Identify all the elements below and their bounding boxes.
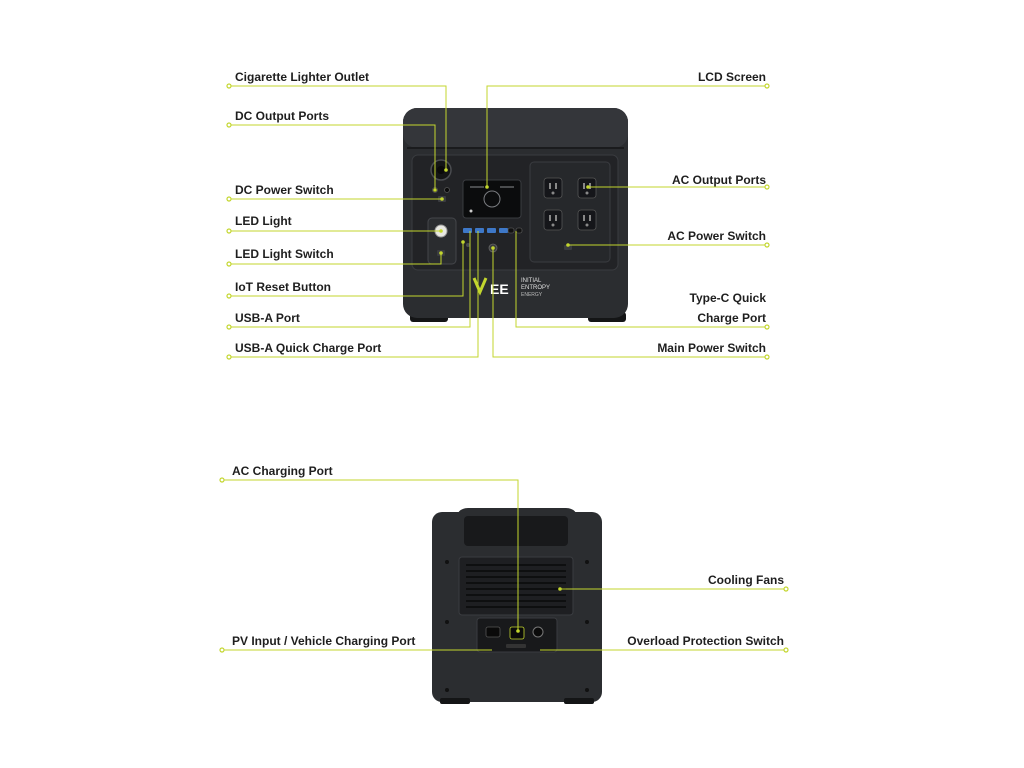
label-ac-charging-port: AC Charging Port bbox=[232, 464, 333, 478]
type-c-port bbox=[508, 228, 514, 233]
svg-text:INITIAL: INITIAL bbox=[521, 278, 542, 284]
label-main-power-switch: Main Power Switch bbox=[657, 341, 766, 355]
svg-text:ENTROPY: ENTROPY bbox=[521, 285, 551, 291]
front-top-lip bbox=[403, 108, 628, 148]
overload-protection-switch bbox=[533, 627, 543, 637]
label-dc-output-ports: DC Output Ports bbox=[235, 109, 329, 123]
usb-a-quick-charge-port bbox=[487, 228, 496, 233]
back-device bbox=[432, 512, 602, 704]
label-ac-power-switch: AC Power Switch bbox=[667, 229, 766, 243]
label-cooling-fans: Cooling Fans bbox=[708, 573, 784, 587]
label-iot-reset-button: IoT Reset Button bbox=[235, 280, 331, 294]
pv-input-port bbox=[486, 627, 500, 637]
type-c-port bbox=[516, 228, 522, 233]
label-usb-a-port: USB-A Port bbox=[235, 311, 300, 325]
label-dc-power-switch: DC Power Switch bbox=[235, 183, 334, 197]
svg-text:ENERGY: ENERGY bbox=[521, 292, 543, 298]
iot-reset-button bbox=[466, 243, 470, 247]
label-led-light: LED Light bbox=[235, 214, 292, 228]
svg-text:EE: EE bbox=[490, 281, 509, 297]
usb-a-port bbox=[475, 228, 484, 233]
label-type-c-quick-line1: Type-C Quick bbox=[689, 291, 766, 305]
label-ac-output-ports: AC Output Ports bbox=[672, 173, 766, 187]
usb-a-port bbox=[463, 228, 472, 233]
label-cigarette-lighter-outlet: Cigarette Lighter Outlet bbox=[235, 70, 370, 84]
label-led-light-switch: LED Light Switch bbox=[235, 247, 334, 261]
label-type-c-quick-line2: Charge Port bbox=[697, 311, 766, 325]
dc-output-port bbox=[445, 188, 450, 193]
label-lcd-screen: LCD Screen bbox=[697, 70, 766, 84]
usb-a-quick-charge-port bbox=[499, 228, 508, 233]
label-overload-protection-switch: Overload Protection Switch bbox=[627, 634, 784, 648]
label-usb-a-quick-charge-port: USB-A Quick Charge Port bbox=[235, 341, 382, 355]
label-pv-input: PV Input / Vehicle Charging Port bbox=[232, 634, 416, 648]
ac-charging-port bbox=[510, 627, 524, 639]
